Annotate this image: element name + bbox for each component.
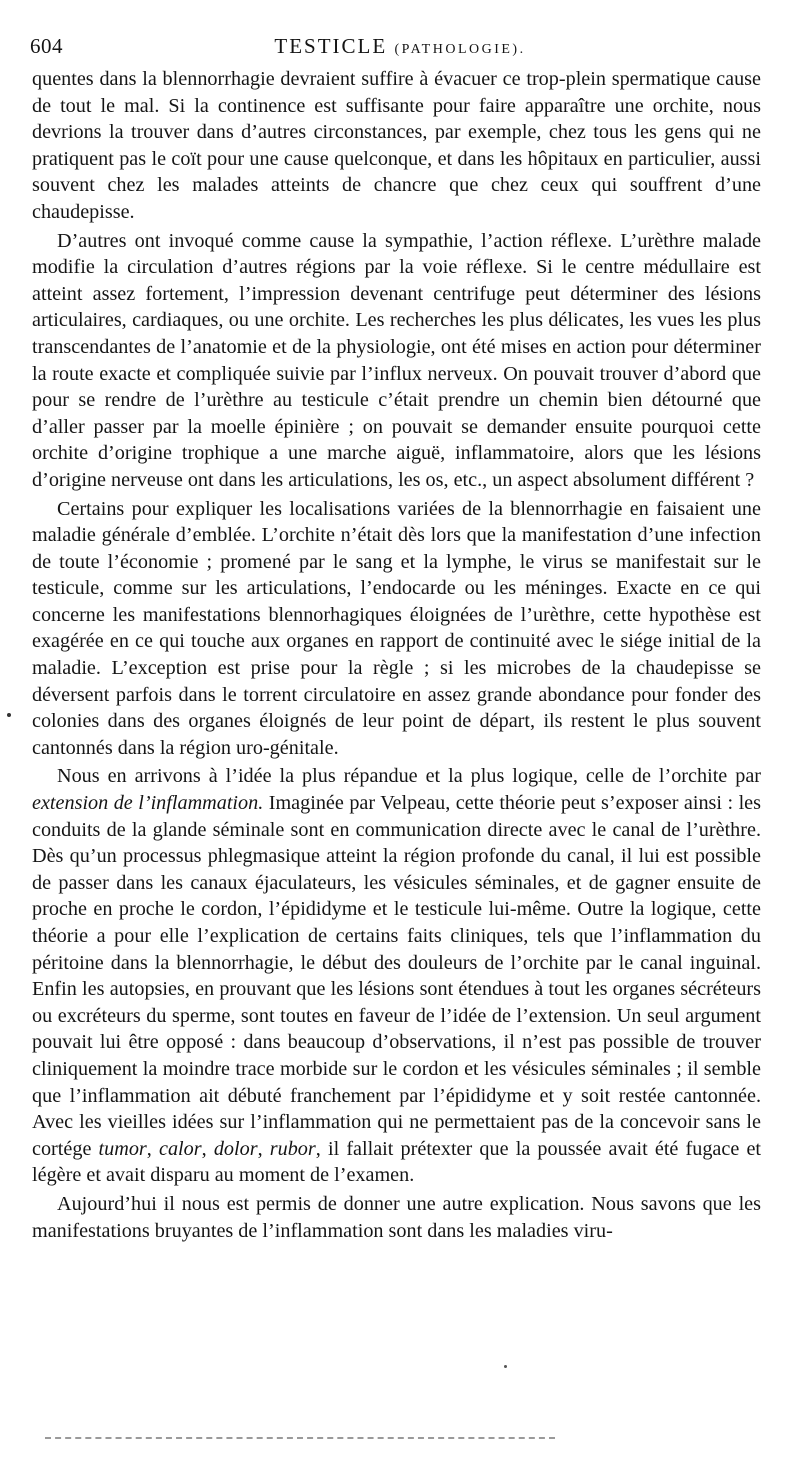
paragraph bbox=[32, 1191, 761, 1244]
paragraph bbox=[32, 228, 761, 494]
italic-text: rubor bbox=[269, 1137, 316, 1160]
italic-text: tumor bbox=[98, 1137, 147, 1160]
text-run: Nous en arrivons à l’idée la plus répandue et la plus logique, celle de l’orchite par bbox=[57, 765, 761, 788]
text-run: quentes dans la blennorrhagie devraient suffire à évacuer ce trop-plein spermatique cause de tout le mal. Si la continence est suffisante pour faire apparaître une orchite, nous devrions la trouver dans d’autres circonstances, par exemple, chez tous les gens qui ne pratiquent pas le coït pour une cause quelconque, et dans les hôpitaux en particulier, aussi souvent chez les malades atteints de chancre que chez ceux qui souffrent d’une chaudepisse. bbox=[32, 68, 761, 223]
italic-text: calor bbox=[158, 1137, 202, 1160]
text-run: , bbox=[201, 1137, 214, 1160]
text-run: Certains pour expliquer les localisations variées de la blennorrhagie en faisaient une maladie générale d’emblée. L’orchite n’était dès lors que la manifestation d’une infection de toute l’économie ; promené par le sang et la lymphe, le virus se manifestait sur le testicule, comme sur les articulations, l’endocarde ou les méninges. Exacte en ce qui concerne les manifestations blennorhagiques éloignées de l’urèthre, cette hypothèse est exagérée en ce qui touche aux organes en rapport de continuité avec le siége initial de la maladie. L’exception est prise pour la règle ; si les microbes de la chaudepisse se déversent parfois dans le torrent circulatoire en assez grande abondance pour fonder des colonies dans des organes éloignés de leur point de départ, ils restent le plus souvent cantonnés dans la région uro-génitale. bbox=[32, 497, 761, 759]
text-run: Aujourd’hui il nous est permis de donner une autre explication. Nous savons que les manifestations bruyantes de l’inflammation sont dans les maladies viru- bbox=[32, 1192, 761, 1242]
paragraph bbox=[32, 763, 761, 1189]
text-run: D’autres ont invoqué comme cause la sympathie, l’action réflexe. L’urèthre malade modifie la circulation d’autres régions par la voie réflexe. Si le centre médullaire est atteint assez fortement, l’impression devenant centrifuge peut déterminer des lésions articulaires, cardiaques, ou une orchite. Les recherches les plus délicates, les vues les plus transcendantes de l’anatomie et de la physiologie, ont été mises en action pour déterminer la route exacte et compliquée suivie par l’influx nerveux. On pouvait trouver d’abord que pour se rendre de l’urèthre au testicule c’était prendre un chemin bien détourné que d’aller passer par la moelle épinière ; on pouvait se demander ensuite pourquoi cette orchite d’origine trophique a une marche aiguë, inflammatoire, alors que les lésions d’origine nerveuse ont dans les articulations, les os, etc., un aspect absolument différent ? bbox=[32, 229, 761, 491]
italic-text: extension de l’inflammation. bbox=[32, 792, 264, 815]
text-run: , il fallait prétexter que la poussée avait été fugace et légère et avait disparu au moment de l’examen. bbox=[32, 1137, 762, 1187]
ink-dot bbox=[504, 1365, 507, 1368]
text-run: , bbox=[257, 1137, 270, 1160]
page-number: 604 bbox=[30, 34, 63, 58]
running-head-title: TESTICLE bbox=[274, 34, 388, 58]
running-head-subtitle: (PATHOLOGIE). bbox=[394, 42, 526, 57]
page-header bbox=[30, 34, 770, 64]
text-run: , bbox=[146, 1137, 159, 1160]
running-head bbox=[30, 34, 770, 59]
margin-mark bbox=[7, 713, 11, 717]
bleed-through-line bbox=[45, 1437, 555, 1439]
text-run: Imaginée par Velpeau, cette théorie peut s’exposer ainsi : les conduits de la glande séminale sont en communication directe avec le canal de l’urèthre. Dès qu’un processus phlegmasique atteint la région profonde du canal, il lui est possible de passer dans les canaux éjaculateurs, les vésicules séminales, et de gagner ensuite de proche en proche le cordon, l’épididyme et le testicule lui-même. Outre la logique, cette théorie a pour elle l’explication de certains faits cliniques, tels que l’inflammation du péritoine dans la blennorrhagie, le début des douleurs de l’orchite par le canal inguinal. Enfin les autopsies, en prouvant que les lésions sont étendues à tout les organes sécréteurs ou excréteurs du sperme, sont toutes en faveur de l’idée de l’extension. Un seul argument pouvait lui être opposé : dans beaucoup d’observations, il n’est pas possible de trouver cliniquement la moindre trace morbide sur le cordon et les vésicules séminales ; il semble que l’inflammation ait débuté franchement par l’épididyme et y soit restée cantonnée. Avec les vieilles idées sur l’inflammation qui ne permettaient pas de la concevoir sans le cortége bbox=[32, 792, 761, 1160]
paragraph bbox=[32, 66, 761, 226]
paragraph bbox=[32, 496, 761, 762]
italic-text: dolor bbox=[213, 1137, 258, 1160]
body-text bbox=[32, 66, 761, 1244]
